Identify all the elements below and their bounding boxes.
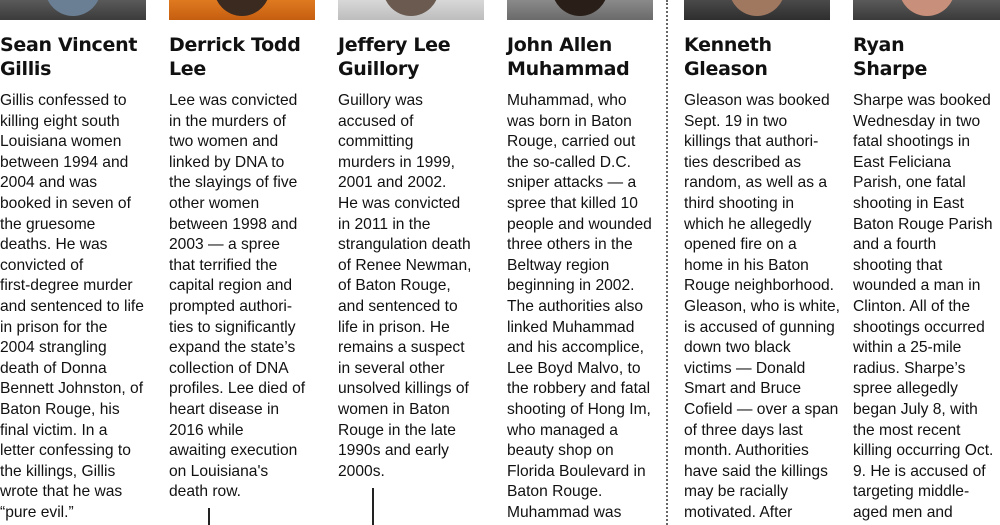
- profile-gleason: [684, 0, 844, 525]
- profile-name: Derrick Todd Lee: [169, 34, 301, 80]
- profile-lee: [169, 0, 329, 525]
- profile-bio: Gleason was booked Sept. 19 in two killings that authori- ties described as random, as well as a third shooting in which he allegedly opened fire on a home in his Baton Rouge neighborhood. Gleason, who is white, is accused of gunning down two black victims — Donald Smart and Bruce Cofield — over a span of three days last month. Authorities have said the killings may be racially motivated. After: [684, 92, 841, 521]
- profile-name: Kenneth Gleason: [684, 34, 772, 80]
- profile-bio: Sharpe was booked Wednesday in two fatal shootings in East Feliciana Parish, one fatal shooting in East Baton Rouge Parish and a fourth shooting that wounded a man in Clinton. All of the shootings occurred within a 25-mile radius. Sharpe’s spree allegedly began July 8, with the most recent killing occurring Oct. 9. He is accused of targeting middle- aged men and: [853, 92, 994, 521]
- profile-name: John Allen Muhammad: [507, 34, 630, 80]
- mugshot-photo: [507, 0, 653, 20]
- profile-bio: Gillis confessed to killing eight south Louisiana women between 1994 and 2004 and was booked in seven of the gruesome deaths. He was convicted of first-degree murder and sentenced to life in prison for the 2004 strangling death of Donna Bennett Johnston, of Baton Rouge, his final victim. In a letter confessing to the killings, Gillis wrote that he was “pure evil.”: [0, 92, 144, 521]
- mugshot-photo: [169, 0, 315, 20]
- mugshot-photo: [853, 0, 1000, 20]
- profile-bio: Lee was convicted in the murders of two women and linked by DNA to the slayings of five other women between 1998 and 2003 — a spree that terrified the capital region and prompted authori- ties to significantly expand the state’s collection of DNA profiles. Lee died of heart disease in 2016 while awaiting execution on Louisiana's death row.: [169, 92, 306, 501]
- profile-name: Ryan Sharpe: [853, 34, 928, 80]
- profile-gillis: [0, 0, 160, 525]
- section-divider: [666, 0, 668, 525]
- mugshot-photo: [0, 0, 146, 20]
- profile-guillory: [338, 0, 498, 525]
- profile-name: Jeffery Lee Guillory: [338, 34, 451, 80]
- profile-name: Sean Vincent Gillis: [0, 34, 138, 80]
- leader-line: [372, 488, 374, 525]
- profile-muhammad: [507, 0, 663, 525]
- profile-bio: Muhammad, who was born in Baton Rouge, carried out the so-called D.C. sniper attacks — a spree that killed 10 people and wounded three others in the Beltway region beginning in 2002. The authorities also linked Muhammad and his accomplice, Lee Boyd Malvo, to the robbery and fatal shooting of Hong Im, who managed a beauty shop on Florida Boulevard in Baton Rouge. Muhammad was: [507, 92, 652, 521]
- mugshot-photo: [338, 0, 484, 20]
- profile-sharpe: [853, 0, 1000, 525]
- leader-line: [208, 508, 210, 525]
- profile-bio: Guillory was accused of committing murders in 1999, 2001 and 2002. He was convicted in 2011 in the strangulation death of Renee Newman, of Baton Rouge, and sentenced to life in prison. He remains a suspect in several other unsolved killings of women in Baton Rouge in the late 1990s and early 2000s.: [338, 92, 472, 480]
- mugshot-photo: [684, 0, 830, 20]
